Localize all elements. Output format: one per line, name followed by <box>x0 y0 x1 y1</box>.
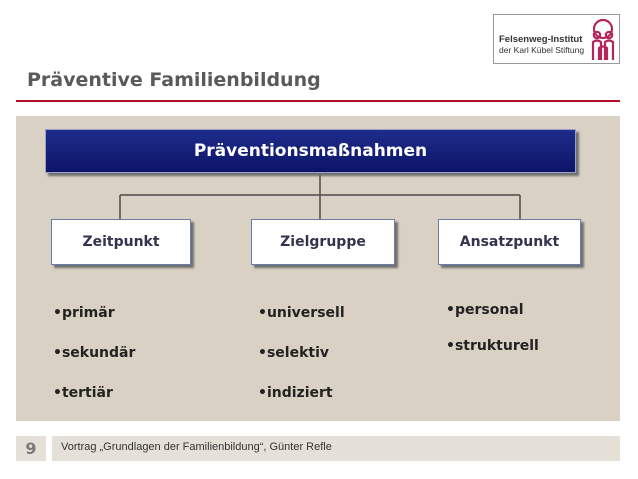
list-item: • indiziert <box>258 373 345 413</box>
category-box-ansatzpunkt: Ansatzpunkt <box>438 219 581 265</box>
list-item: • strukturell <box>446 328 539 364</box>
page-number: 9 <box>16 436 46 461</box>
list-item: • universell <box>258 293 345 333</box>
page-title: Präventive Familienbildung <box>27 69 321 91</box>
list-zeitpunkt <box>53 293 135 413</box>
logo-subtitle: der Karl Kübel Stiftung <box>499 45 585 55</box>
list-item: • tertiär <box>53 373 135 413</box>
list-item: • sekundär <box>53 333 135 373</box>
logo-name: Felsenweg-Institut <box>499 34 583 45</box>
list-item: • personal <box>446 292 539 328</box>
footer-text: Vortrag „Grundlagen der Familienbildung“, Günter Refle <box>61 441 332 453</box>
list-ansatzpunkt <box>446 292 539 364</box>
category-box-zeitpunkt: Zeitpunkt <box>51 219 191 265</box>
list-item: • primär <box>53 293 135 333</box>
root-box-praeventionsmassnahmen: Präventionsmaßnahmen <box>45 129 576 173</box>
category-box-zielgruppe: Zielgruppe <box>251 219 395 265</box>
list-zielgruppe <box>258 293 345 413</box>
list-item: • selektiv <box>258 333 345 373</box>
